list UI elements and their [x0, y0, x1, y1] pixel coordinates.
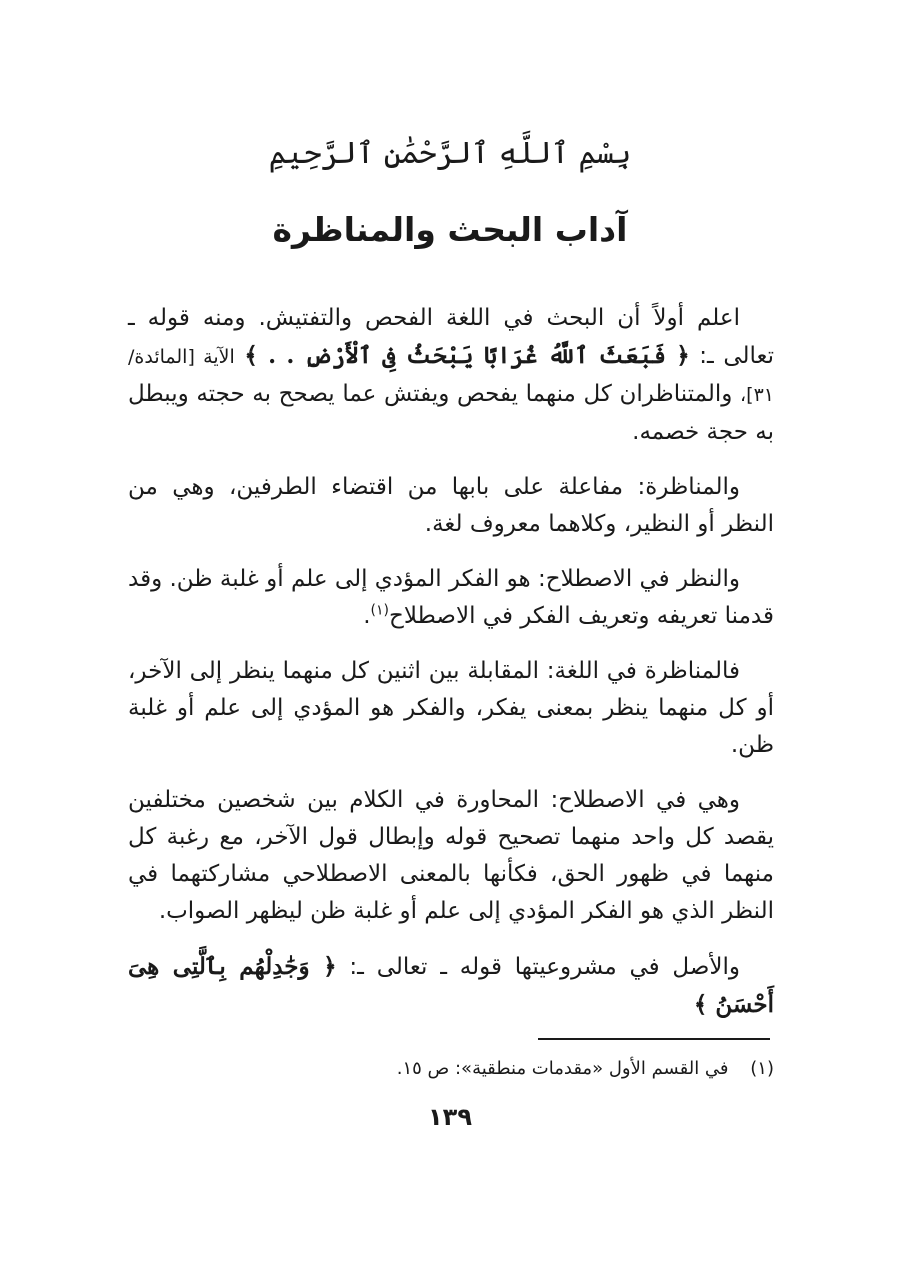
paragraph-6: [128, 948, 774, 1024]
basmala-heading: بِسْمِ ٱللَّهِ ٱلرَّحْمَٰنِ ٱلرَّحِيمِ: [268, 136, 632, 171]
footnote-text: في القسم الأول «مقدمات منطقية»: ص ١٥.: [396, 1058, 729, 1079]
quran-verse-2: ﴿ وَجَٰدِلْهُم بِٱلَّتِى هِىَ أَحْسَنُ ﴾: [128, 953, 774, 1018]
paragraph-2: والمناظرة: مفاعلة على بابها من اقتضاء الطرفين، وهي من النظر أو النظير، وكلاهما معروف لغة.: [128, 474, 774, 537]
paragraph-1: [128, 300, 774, 451]
quran-verse-1: ﴿ فَبَعَثَ ٱللَّهُ غُرَابًا يَبْحَثُ فِى ٱلْأَرْضِ . . ﴾: [244, 342, 690, 369]
paragraph-3: [128, 561, 774, 635]
paragraph-1-text-a: اعلم أولاً أن البحث في اللغة الفحص والتفتيش. ومنه قوله ـ تعالى ـ:: [128, 305, 775, 369]
paragraph-6-text-a: والأصل في مشروعيتها قوله ـ تعالى ـ:: [349, 954, 740, 980]
verse-reference-1: الآية [المائدة/ ٣١]،: [128, 346, 775, 406]
paragraph-3-text-a: والنظر في الاصطلاح: هو الفكر المؤدي إلى علم أو غلبة ظن. وقد قدمنا تعريفه وتعريف الفكر في الاصطلاح: [128, 566, 774, 629]
footnote-number: (١): [750, 1058, 774, 1079]
footnote: [128, 1058, 774, 1079]
paragraph-1-text-b: والمتناظران كل منهما يفحص ويفتش عما يصحح به حجته ويبطل به حجة خصمه.: [128, 381, 774, 445]
footnote-marker-1[interactable]: (١): [370, 602, 389, 619]
footnote-divider: [538, 1038, 770, 1040]
paragraph-5: وهي في الاصطلاح: المحاورة في الكلام بين شخصين مختلفين يقصد كل واحد منهما تصحيح قوله وإبطال قول الآخر، مع رغبة كل منهما في ظهور الحق، فكأنها بالمعنى الاصطلاحي مشاركتهما في النظر الذي هو الفكر المؤدي إلى علم أو غلبة ظن ليظهر الصواب.: [128, 787, 774, 924]
paragraph-3-text-b: .: [363, 603, 371, 629]
paragraph-4: فالمناظرة في اللغة: المقابلة بين اثنين كل منهما ينظر إلى الآخر، أو كل منهما ينظر بمعنى يفكر، والفكر هو المؤدي إلى علم أو غلبة ظن.: [128, 658, 774, 758]
page-number: ١٣٩: [428, 1103, 472, 1131]
main-text: [128, 300, 774, 1042]
page-title: آداب البحث والمناظرة: [272, 210, 628, 249]
